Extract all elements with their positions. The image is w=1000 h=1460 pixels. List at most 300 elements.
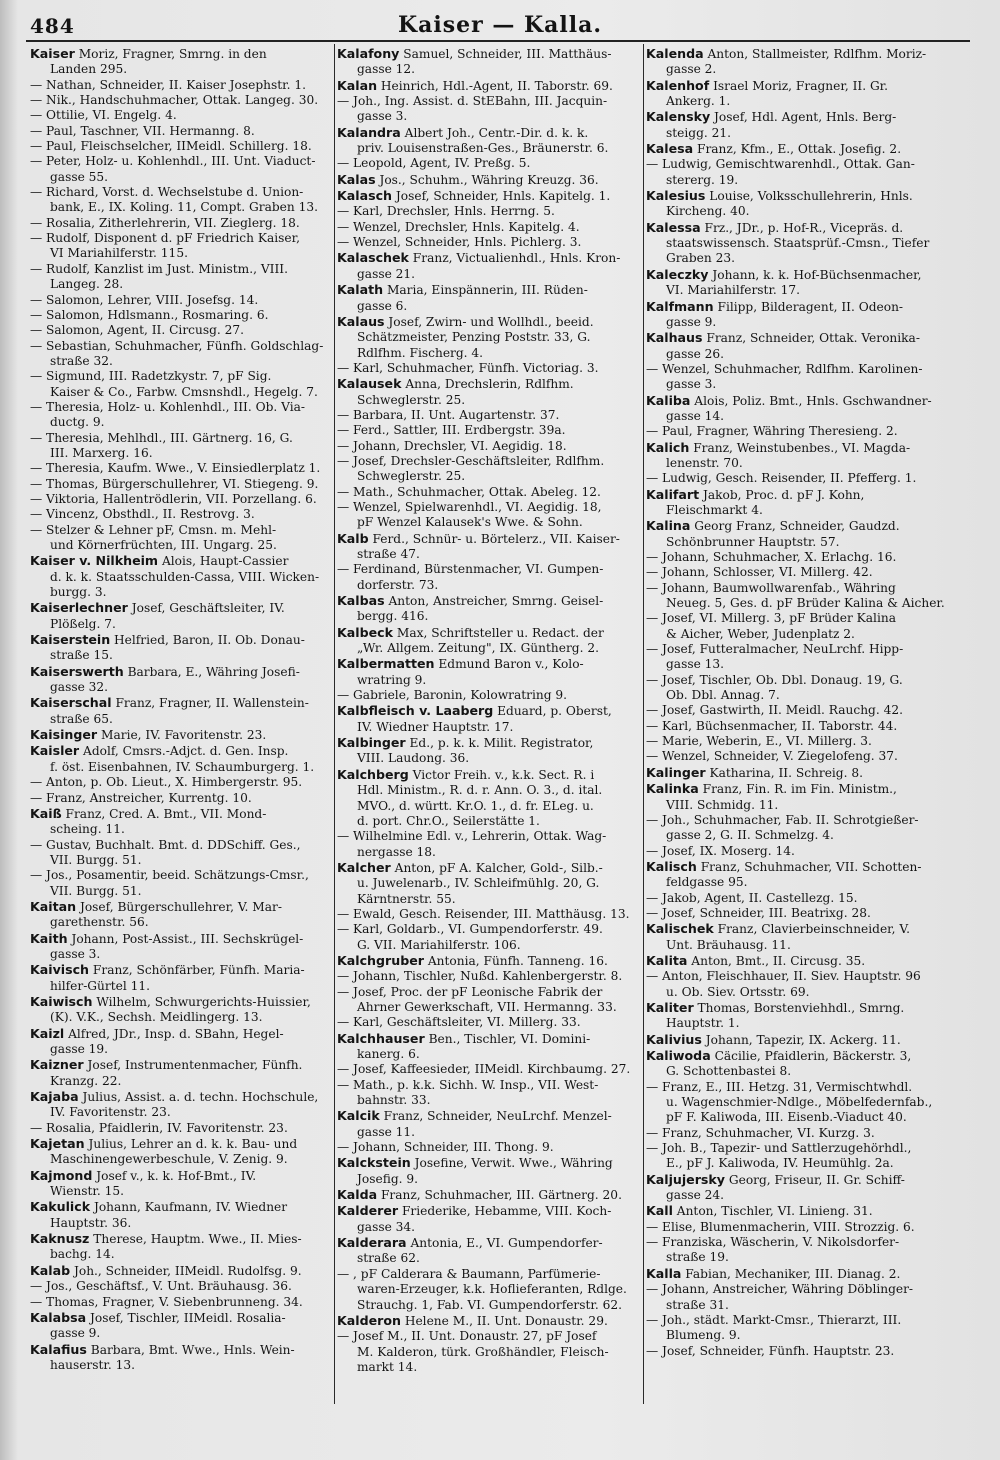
directory-entry <box>646 78 950 110</box>
entry-surname: Kalaus <box>337 313 385 329</box>
entry-text: Marie, IV. Favoritenstr. 23. <box>101 728 267 743</box>
entry-text: u. Wagenschmier-Ndlge., Möbelfedernfab., <box>666 1095 933 1110</box>
entry-text: gasse 13. <box>666 657 725 672</box>
entry-text: Anna, Drechslerin, Rdlfhm. <box>405 377 574 392</box>
directory-entry <box>646 299 950 331</box>
directory-entry <box>646 844 950 859</box>
entry-surname: Kalath <box>337 282 384 298</box>
entry-text: Hdl. Ministm., R. d. r. Ann. O. 3., d. ital. <box>357 783 603 798</box>
entry-surname: Kaliwoda <box>646 1048 711 1063</box>
entry-text: Graben 23. <box>666 251 735 266</box>
entry-text: Schätzmeister, Penzing Poststr. 33, G. <box>357 330 591 345</box>
directory-entry <box>30 1121 332 1136</box>
entry-text: gasse 12. <box>357 62 416 77</box>
directory-entry <box>646 1313 950 1344</box>
entry-text: waren-Erzeuger, k.k. Hoflieferanten, Rdlge. <box>357 1282 627 1297</box>
entry-text: Wilhelm, Schwurgerichts-Huissier, <box>96 994 311 1009</box>
entry-text: — Joh., Ing. Assist. d. StEBahn, III. Jacquin- <box>337 94 608 109</box>
entry-text: Filipp, Bilderagent, II. Odeon- <box>717 299 904 314</box>
entry-text: VIII. Laudong. 36. <box>357 751 470 766</box>
entry-text: Friederike, Hebamme, VIII. Koch- <box>401 1204 612 1219</box>
directory-entry <box>646 749 950 764</box>
entry-text: — Stelzer & Lehner pF, Cmsn. m. Mehl- <box>30 522 277 537</box>
entry-surname: Kaisler <box>30 743 80 759</box>
directory-entry <box>646 330 950 362</box>
directory-entry <box>30 93 332 108</box>
entry-text: Josef, Zwirn- und Wollhdl., beeid. <box>388 314 594 329</box>
directory-entry <box>337 829 639 860</box>
entry-text: Jos., Schuhm., Währing Kreuzg. 36. <box>379 172 599 187</box>
entry-text: markt 14. <box>357 1359 418 1374</box>
directory-entry <box>30 216 332 231</box>
entry-text: — Anton, Fleischhauer, II. Siev. Hauptstr. 96 <box>646 969 921 984</box>
entry-surname: Kalas <box>337 171 376 187</box>
entry-text: Julius, Assist. a. d. techn. Hochschule, <box>82 1090 319 1105</box>
entry-text: Eduard, p. Oberst, <box>497 704 612 719</box>
directory-column-1 <box>30 46 332 1373</box>
directory-entry <box>646 813 950 844</box>
entry-text: nergasse 18. <box>357 844 436 859</box>
directory-entry <box>30 461 332 476</box>
entry-surname: Kalisch <box>646 858 697 874</box>
entry-text: Unt. Bräuhausg. 11. <box>666 937 791 952</box>
directory-entry <box>337 1015 639 1030</box>
entry-text: stererg. 19. <box>666 172 739 187</box>
entry-text: — Ferd., Sattler, III. Erdbergstr. 39a. <box>337 423 566 438</box>
entry-text: Louise, Volksschullehrerin, Hnls. <box>709 189 913 204</box>
directory-entry <box>337 188 639 204</box>
directory-entry <box>337 688 639 703</box>
entry-text: Alois, Poliz. Bmt., Hnls. Gschwandner- <box>694 393 932 408</box>
running-title: Kaiser — Kalla. <box>397 12 603 38</box>
directory-entry <box>30 838 332 869</box>
directory-entry <box>337 78 639 94</box>
entry-text: — Josef, Proc. der pF Leonische Fabrik der <box>337 984 603 999</box>
entry-text: — Wenzel, Schneider, Hnls. Pichlerg. 3. <box>337 235 582 250</box>
entry-surname: Kalenda <box>646 46 704 61</box>
entry-text: — Rosalia, Pfaidlerin, IV. Favoritenstr. 23. <box>30 1120 288 1135</box>
entry-surname: Kalchhauser <box>337 1030 425 1046</box>
entry-text: — Elise, Blumenmacherin, VIII. Strozzig. 6. <box>646 1219 915 1234</box>
entry-text: Antonia, Fünfh. Tanneng. 16. <box>427 953 608 968</box>
directory-entry <box>337 1267 639 1313</box>
directory-entry <box>646 1235 950 1266</box>
entry-text: Franz, Cred. A. Bmt., VII. Mond- <box>65 806 267 821</box>
entry-text: VIII. Schmidg. 11. <box>666 797 779 812</box>
entry-surname: Kalbinger <box>337 735 406 751</box>
entry-text: G. Schottenbastei 8. <box>666 1064 792 1079</box>
entry-text: priv. Louisenstraßen-Ges., Bräunerstr. 6. <box>357 141 609 156</box>
entry-text: — Thomas, Fragner, V. Siebenbrunneng. 34. <box>30 1294 303 1309</box>
entry-surname: Kalich <box>646 439 690 455</box>
directory-entry <box>30 78 332 93</box>
directory-entry <box>30 931 332 963</box>
entry-text: gasse 32. <box>50 680 109 695</box>
directory-entry <box>337 922 639 953</box>
directory-entry <box>337 735 639 767</box>
directory-entry <box>30 1026 332 1058</box>
entry-text: — Karl, Schuhmacher, Fünfh. Victoriag. 3. <box>337 360 599 375</box>
directory-entry <box>30 108 332 123</box>
entry-text: Josef v., k. k. Hof-Bmt., IV. <box>96 1168 257 1183</box>
entry-text: Alois, Haupt-Cassier <box>161 554 289 569</box>
directory-entry <box>646 1344 950 1359</box>
directory-entry <box>646 518 950 550</box>
entry-text: Moriz, Fragner, Smrng. in den <box>78 47 267 61</box>
directory-entry <box>30 431 332 462</box>
entry-text: Blumeng. 9. <box>666 1328 741 1343</box>
entry-text: gasse 9. <box>666 314 717 329</box>
entry-text: — Franziska, Wäscherin, V. Nikolsdorfer- <box>646 1235 900 1250</box>
directory-entry <box>337 376 639 408</box>
entry-text: Johann, Post-Assist., III. Sechskrügel- <box>71 931 304 946</box>
directory-entry <box>337 156 639 171</box>
directory-entry <box>646 362 950 393</box>
entry-text: Anton, Bmt., II. Circusg. 35. <box>691 953 866 968</box>
entry-surname: Kalina <box>646 518 691 534</box>
directory-entry <box>646 1080 950 1126</box>
entry-text: Joh., Schneider, IIMeidl. Rudolfsg. 9. <box>73 1263 302 1278</box>
entry-text: und Körnerfrüchten, III. Ungarg. 25. <box>50 538 277 552</box>
directory-entry <box>30 1263 332 1279</box>
entry-text: Johann, Kaufmann, IV. Wiedner <box>93 1200 288 1215</box>
directory-entry <box>30 743 332 775</box>
entry-text: — Math., p. k.k. Sichh. W. Insp., VII. West- <box>337 1077 599 1092</box>
entry-text: — Rosalia, Zitherlehrerin, VII. Zieglerg. 18. <box>30 215 300 230</box>
entry-text: Fleischmarkt 4. <box>666 502 763 517</box>
entry-surname: Kalderer <box>337 1203 399 1219</box>
entry-text: Anton, Anstreicher, Smrng. Geisel- <box>388 594 604 609</box>
directory-entry <box>337 1313 639 1329</box>
entry-surname: Kakulick <box>30 1199 91 1215</box>
entry-text: VII. Burgg. 51. <box>50 883 142 898</box>
entry-text: „Wr. Allgem. Zeitung", IX. Güntherg. 2. <box>357 641 599 656</box>
directory-entry <box>337 625 639 657</box>
directory-entry <box>646 157 950 188</box>
directory-entry <box>30 791 332 806</box>
entry-surname: Kalab <box>30 1262 71 1278</box>
entry-text: straße 19. <box>666 1250 729 1265</box>
entry-surname: Kaiser v. Nilkheim <box>30 553 159 569</box>
entry-text: Wienstr. 15. <box>50 1184 125 1199</box>
entry-text: Frz., JDr., p. Hof-R., Vicepräs. d. <box>704 220 904 235</box>
directory-entry <box>30 293 332 308</box>
entry-text: Kaiser & Co., Farbw. Cmsnshdl., Hegelg. 7. <box>50 384 318 399</box>
entry-text: — Thomas, Bürgerschullehrer, VI. Stiegeng. 9. <box>30 476 319 491</box>
directory-entry <box>646 642 950 673</box>
entry-text: Ben., Tischler, VI. Domini- <box>428 1031 591 1046</box>
entry-surname: Kaiser <box>30 46 75 61</box>
entry-text: — Ludwig, Gesch. Reisender, II. Pfefferg. 1. <box>646 471 917 486</box>
entry-surname: Kaknusz <box>30 1231 90 1247</box>
entry-surname: Kalinger <box>646 764 706 780</box>
directory-entry <box>337 860 639 907</box>
entry-text: — Paul, Taschner, VII. Hermanng. 8. <box>30 123 255 138</box>
entry-text: Franz, Schneider, NeuLrchf. Menzel- <box>383 1109 612 1124</box>
entry-text: straße 47. <box>357 547 420 561</box>
entry-surname: Kalesius <box>646 188 706 204</box>
entry-text: — Vincenz, Obsthdl., II. Restrovg. 3. <box>30 507 255 522</box>
entry-text: — Johann, Schlosser, VI. Millerg. 42. <box>646 565 873 580</box>
directory-entry <box>337 439 639 454</box>
entry-text: Helene M., II. Unt. Donaustr. 29. <box>404 1313 608 1328</box>
entry-surname: Kalensky <box>646 109 711 125</box>
entry-text: Langeg. 28. <box>50 277 124 292</box>
entry-surname: Kalasch <box>337 188 392 204</box>
entry-text: — Karl, Geschäftsleiter, VI. Millerg. 33. <box>337 1015 581 1030</box>
directory-entry <box>30 185 332 216</box>
header-rule <box>26 40 970 42</box>
entry-text: gasse 2. <box>666 62 717 77</box>
entry-text: — Josef, Gastwirth, II. Meidl. Rauchg. 42. <box>646 703 903 718</box>
entry-text: d. k. k. Staatsschulden-Cassa, VIII. Wicken- <box>50 569 320 584</box>
entry-surname: Kaiserschal <box>30 695 112 711</box>
entry-surname: Kalischek <box>646 921 714 937</box>
directory-entry <box>337 408 639 423</box>
directory-entry <box>337 235 639 250</box>
entry-text: — Jakob, Agent, II. Castellezg. 15. <box>646 890 858 905</box>
entry-text: Josef, Hdl. Agent, Hnls. Berg- <box>714 110 897 125</box>
entry-surname: Kalcik <box>337 1108 380 1124</box>
entry-text: gasse 14. <box>666 408 725 423</box>
entry-text: pF F. Kaliwoda, III. Eisenb.-Viaduct 40. <box>666 1110 907 1125</box>
directory-entry <box>30 507 332 522</box>
entry-text: Josefig. 9. <box>357 1171 418 1186</box>
directory-entry <box>337 423 639 438</box>
directory-entry <box>30 1231 332 1263</box>
entry-surname: Kaljujersky <box>646 1171 726 1187</box>
directory-entry <box>646 719 950 734</box>
entry-surname: Kaleczky <box>646 266 709 282</box>
directory-entry <box>337 1155 639 1187</box>
directory-entry <box>337 250 639 282</box>
entry-text: Franz, Fragner, II. Wallenstein- <box>115 696 309 711</box>
directory-entry <box>30 477 332 492</box>
entry-text: Barbara, Bmt. Wwe., Hnls. Wein- <box>90 1342 295 1357</box>
entry-text: — Johann, Schneider, III. Thong. 9. <box>337 1140 554 1155</box>
entry-text: gasse 19. <box>50 1042 109 1056</box>
entry-text: Ahrner Gewerkschaft, VII. Hermanng. 33. <box>357 999 617 1014</box>
directory-entry <box>646 611 950 642</box>
directory-entry <box>30 400 332 431</box>
entry-text: — Viktoria, Hallentrödlerin, VII. Porzellang. 6. <box>30 491 317 506</box>
entry-text: Hauptstr. 1. <box>666 1016 740 1031</box>
directory-entry <box>30 600 332 632</box>
entry-surname: Kaitan <box>30 898 77 914</box>
entry-text: Alfred, JDr., Insp. d. SBahn, Hegel- <box>68 1026 284 1041</box>
entry-text: gasse 3. <box>666 377 717 392</box>
directory-entry <box>646 188 950 220</box>
entry-text: — Rudolf, Disponent d. pF Friedrich Kaiser, <box>30 231 300 246</box>
directory-entry <box>337 1329 639 1375</box>
directory-entry <box>30 523 332 554</box>
entry-text: — Wenzel, Spielwarenhdl., VI. Aegidig. 18, <box>337 499 602 514</box>
entry-text: burgg. 3. <box>50 585 107 600</box>
entry-text: Josef, Schneider, Hnls. Kapitelg. 1. <box>395 189 611 204</box>
entry-surname: Kaiserlechner <box>30 600 128 616</box>
entry-text: Schweglerstr. 25. <box>357 392 466 407</box>
entry-text: gasse 11. <box>357 1124 416 1139</box>
directory-entry <box>646 891 950 906</box>
entry-text: dorferstr. 73. <box>357 577 439 592</box>
entry-text: Adolf, Cmsrs.-Adjct. d. Gen. Insp. <box>83 744 289 759</box>
entry-text: VI Mariahilferstr. 115. <box>50 246 188 261</box>
directory-entry <box>30 139 332 154</box>
entry-surname: Kalenhof <box>646 77 710 93</box>
entry-text: — Salomon, Hdlsmann., Rosmaring. 6. <box>30 307 269 322</box>
entry-text: — Rudolf, Kanzlist im Just. Ministm., VIII. <box>30 261 288 276</box>
entry-text: — Ferdinand, Bürstenmacher, VI. Gumpen- <box>337 562 604 577</box>
entry-text: Anton, Tischler, VI. Linieng. 31. <box>676 1204 873 1219</box>
directory-entry <box>646 734 950 749</box>
entry-surname: Kaliba <box>646 392 691 408</box>
entry-text: ductg. 9. <box>50 415 105 430</box>
column-divider <box>643 44 644 1404</box>
directory-entry <box>646 765 950 781</box>
directory-entry <box>30 553 332 600</box>
entry-text: Josef, Instrumentenmacher, Fünfh. <box>87 1058 303 1073</box>
directory-entry <box>30 664 332 696</box>
directory-entry <box>30 1279 332 1294</box>
entry-text: staatswissensch. Staatsprüf.-Cmsn., Tiefer <box>666 236 930 251</box>
entry-text: — Nik., Handschuhmacher, Ottak. Langeg. 30. <box>30 93 319 108</box>
entry-surname: Kalita <box>646 952 688 968</box>
entry-surname: Kalbfleisch v. Laaberg <box>337 703 494 719</box>
entry-text: straße 62. <box>357 1251 420 1266</box>
entry-text: Georg Franz, Schneider, Gaudzd. <box>694 519 900 534</box>
directory-entry <box>337 1108 639 1140</box>
entry-text: — Franz, Anstreicher, Kurrentg. 10. <box>30 790 252 805</box>
directory-entry <box>30 1310 332 1342</box>
entry-text: Anton, pF A. Kalcher, Gold-, Silb.- <box>394 860 603 875</box>
entry-text: G. VII. Mariahilferstr. 106. <box>357 937 521 952</box>
entry-text: f. öst. Eisenbahnen, IV. Schaumburgerg. 1. <box>50 759 315 774</box>
entry-text: feldgasse 95. <box>666 875 748 890</box>
entry-text: kanerg. 6. <box>357 1047 420 1061</box>
entry-text: — Wenzel, Schuhmacher, Rdlfhm. Karolinen- <box>646 361 923 376</box>
entry-text: Franz, Schneider, Ottak. Veronika- <box>706 331 920 346</box>
entry-text: Strauchg. 1, Fab. VI. Gumpendorferstr. 62. <box>357 1297 623 1312</box>
directory-column-2 <box>337 46 639 1375</box>
directory-entry <box>337 1235 639 1267</box>
entry-surname: Kaisinger <box>30 727 98 743</box>
entry-surname: Kalfmann <box>646 298 714 314</box>
entry-text: — Joh., Schuhmacher, Fab. II. Schrotgießer- <box>646 812 919 827</box>
directory-entry <box>337 314 639 361</box>
entry-text: bachg. 14. <box>50 1247 115 1262</box>
entry-text: — Theresia, Mehlhdl., III. Gärtnerg. 16, G. <box>30 430 293 445</box>
directory-entry <box>30 695 332 727</box>
directory-entry <box>646 1220 950 1235</box>
entry-text: VI. Mariahilferstr. 17. <box>666 283 801 298</box>
directory-entry <box>646 969 950 1000</box>
entry-text: gasse 3. <box>50 946 101 961</box>
entry-text: Katharina, II. Schreig. 8. <box>709 765 863 780</box>
directory-entry <box>337 656 639 688</box>
entry-text: — Marie, Weberin, E., VI. Millerg. 3. <box>646 734 872 749</box>
entry-text: Kircheng. 40. <box>666 204 750 219</box>
directory-entry <box>337 531 639 563</box>
directory-entry <box>30 1168 332 1200</box>
entry-text: — Josef, VI. Millerg. 3, pF Brüder Kalina <box>646 611 896 626</box>
entry-surname: Kalandra <box>337 124 401 140</box>
entry-text: — Josef, Schneider, Fünfh. Hauptstr. 23. <box>646 1343 895 1358</box>
entry-text: pF Wenzel Kalausek's Wwe. & Sohn. <box>357 515 583 530</box>
entry-surname: Kalchgruber <box>337 952 424 968</box>
entry-text: u. Ob. Siev. Ortsstr. 69. <box>666 984 810 999</box>
entry-text: Hauptstr. 36. <box>50 1215 132 1230</box>
directory-entry <box>646 1203 950 1219</box>
directory-entry <box>30 369 332 400</box>
entry-text: — Josef, IX. Moserg. 14. <box>646 843 795 858</box>
directory-entry <box>337 361 639 376</box>
entry-text: — Josef, Schneider, III. Beatrixg. 28. <box>646 905 871 920</box>
entry-text: Plößelg. 7. <box>50 616 116 631</box>
entry-surname: Kaiß <box>30 805 62 821</box>
entry-text: Josef, Bürgerschullehrer, V. Mar- <box>79 899 282 914</box>
entry-surname: Kaivisch <box>30 962 90 978</box>
directory-entry <box>646 1266 950 1282</box>
entry-text: gasse 24. <box>666 1188 725 1203</box>
directory-entry <box>30 727 332 743</box>
directory-entry <box>646 859 950 891</box>
entry-text: Josef, Geschäftsleiter, IV. <box>131 601 285 616</box>
entry-surname: Kalabsa <box>30 1309 87 1325</box>
column-divider <box>334 44 335 1404</box>
directory-entry <box>30 632 332 664</box>
directory-entry <box>30 308 332 323</box>
entry-text: — Karl, Goldarb., VI. Gumpendorferstr. 49. <box>337 922 603 937</box>
entry-text: — Paul, Fragner, Währing Theresieng. 2. <box>646 424 898 439</box>
entry-text: — Johann, Tischler, Nußd. Kahlenbergerstr. 8. <box>337 969 623 984</box>
directory-entry <box>337 94 639 125</box>
entry-text: straße 31. <box>666 1297 729 1312</box>
directory-entry <box>30 1342 332 1374</box>
entry-surname: Kalinka <box>646 781 699 797</box>
entry-text: wratring 9. <box>357 672 427 687</box>
entry-text: hilfer-Gürtel 11. <box>50 978 150 993</box>
entry-text: Samuel, Schneider, III. Matthäus- <box>403 47 612 61</box>
directory-entry <box>646 1000 950 1032</box>
entry-text: — Josef M., II. Unt. Donaustr. 27, pF Josef <box>337 1329 597 1344</box>
entry-text: Franz, Schuhmacher, III. Gärtnerg. 20. <box>380 1188 622 1203</box>
directory-entry <box>337 703 639 735</box>
entry-surname: Kaiserstein <box>30 632 111 648</box>
entry-text: — Josef, Futteralmacher, NeuLrchf. Hipp- <box>646 642 904 657</box>
entry-text: — Peter, Holz- u. Kohlenhdl., III. Unt. Viaduct- <box>30 154 316 169</box>
entry-text: — Sebastian, Schuhmacher, Fünfh. Goldschlag- <box>30 338 324 353</box>
entry-surname: Kalan <box>337 77 378 93</box>
entry-text: III. Marxerg. 16. <box>50 445 153 460</box>
entry-text: Johann, Tapezir, IX. Ackerg. 11. <box>705 1032 901 1047</box>
entry-text: — Gustav, Buchhalt. Bmt. d. DDSchiff. Ges., <box>30 837 301 852</box>
directory-entry <box>30 1295 332 1310</box>
entry-text: Edmund Baron v., Kolo- <box>438 657 584 672</box>
entry-surname: Kalckstein <box>337 1155 411 1171</box>
entry-text: Fabian, Mechaniker, III. Dianag. 2. <box>685 1266 901 1281</box>
entry-text: Max, Schriftsteller u. Redact. der <box>396 625 604 640</box>
entry-text: — Jos., Posamentir, beeid. Schätzungs-Cmsr., <box>30 868 309 883</box>
directory-column-3 <box>646 46 950 1359</box>
entry-text: gasse 26. <box>666 346 725 361</box>
entry-surname: Kaiwisch <box>30 993 93 1009</box>
directory-entry <box>646 581 950 612</box>
directory-entry <box>337 454 639 485</box>
directory-entry <box>646 141 950 157</box>
entry-text: — Paul, Fleischselcher, IIMeidl. Schillerg. 18. <box>30 139 312 154</box>
entry-surname: Kalda <box>337 1187 378 1203</box>
entry-text: — Johann, Baumwollwarenfab., Währing <box>646 580 896 595</box>
